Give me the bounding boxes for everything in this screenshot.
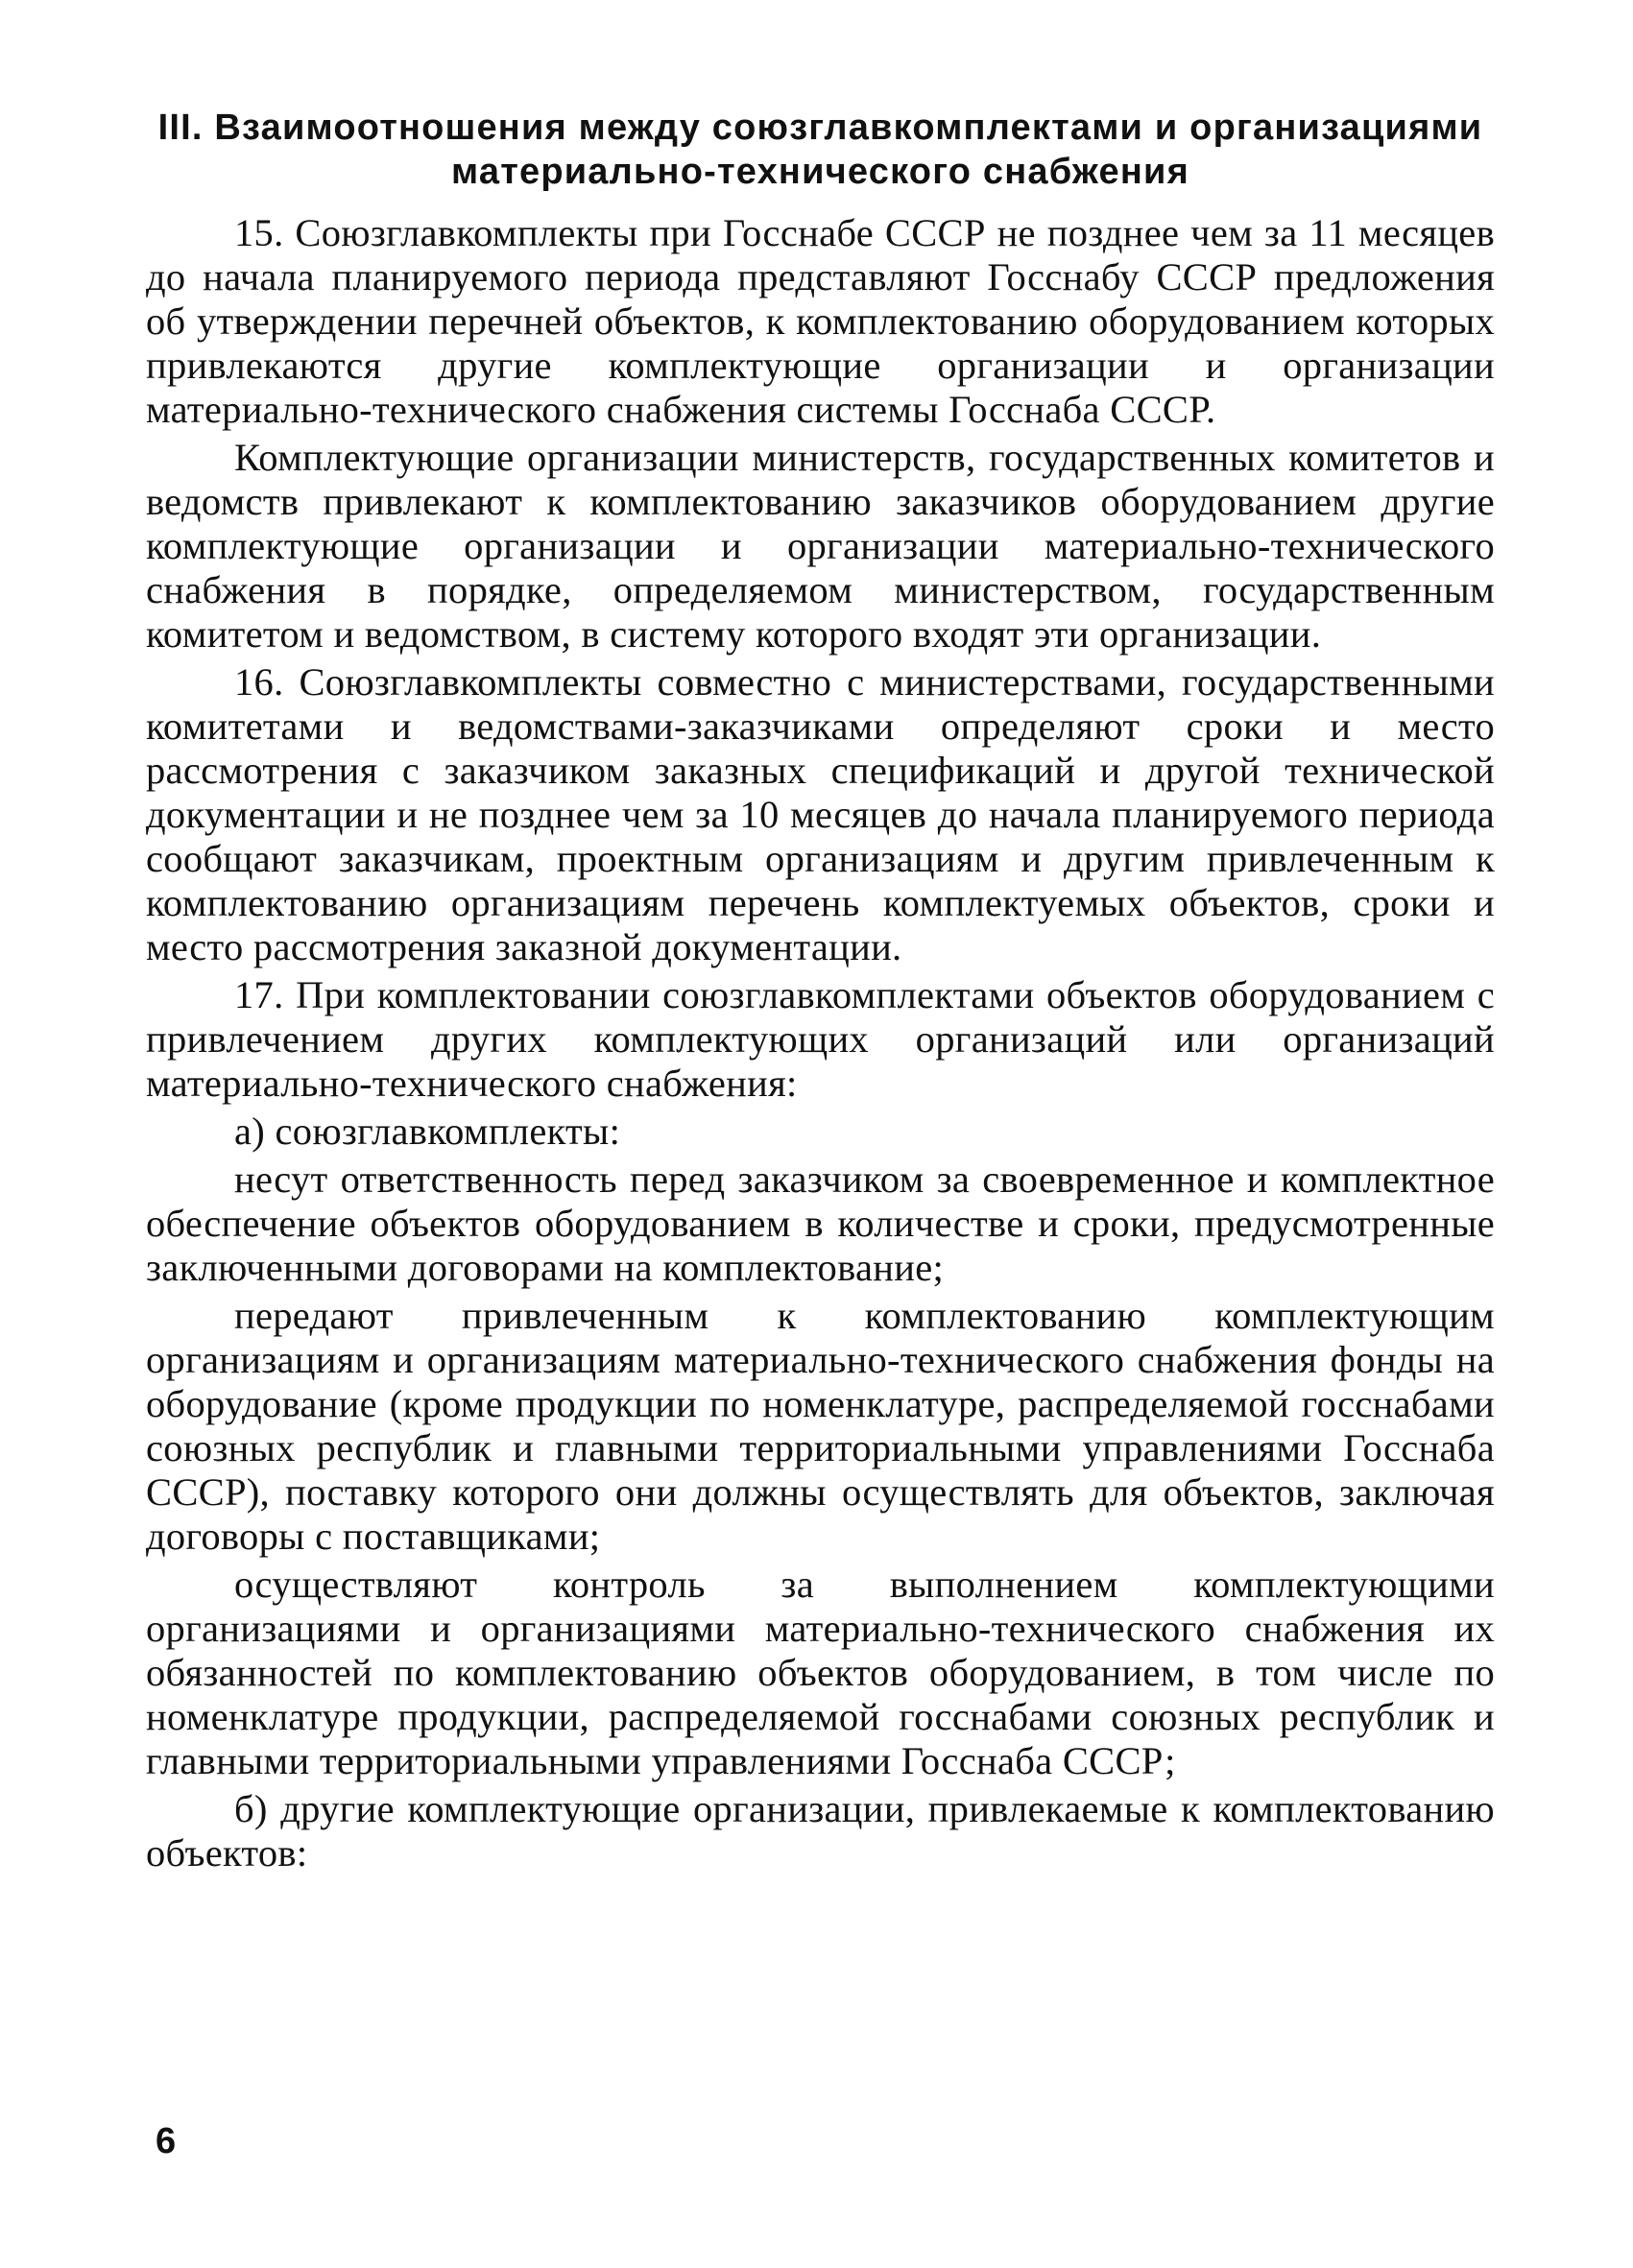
section-heading — [146, 106, 1495, 194]
document-page — [146, 106, 1495, 1879]
page-number: 6 — [156, 2121, 177, 2161]
section-heading-line: III. Взаимоотношения между союзглавкомплектами и организациями материально-технического снабжения — [157, 107, 1483, 192]
paragraph-17b: б) другие комплектующие организации, привлекаемые к комплектованию объектов: — [146, 1787, 1495, 1874]
paragraph-16: 16. Союзглавкомплекты совместно с министерствами, государственными комитетами и ведомствами-заказчиками определяют сроки и место рассмотрения с заказчиком заказных спецификаций и другой технической документации и не позднее чем за 10 месяцев до начала планируемого периода сообщают заказчикам, проектным организациям и другим привлеченным к комплектованию организациям перечень комплектуемых объектов, сроки и место рассмотрения заказной документации. — [146, 660, 1495, 968]
paragraph-17a: а) союзглавкомплекты: — [234, 1110, 621, 1153]
paragraph-15: 15. Союзглавкомплекты при Госснабе СССР не позднее чем за 11 месяцев до начала планируемого периода представляют Госснабу СССР предложения об утверждении перечней объектов, к комплектованию оборудованием которых привлекаются другие комплектующие организации и организации материально-технического снабжения системы Госснаба СССР. — [146, 211, 1495, 431]
paragraph-15-cont: Комплектующие организации министерств, государственных комитетов и ведомств привлекают к комплектованию заказчиков оборудованием другие комплектующие организации и организации материально-технического снабжения в порядке, определяемом министерством, государственным комитетом и ведомством, в систему которого входят эти организации. — [146, 436, 1495, 656]
paragraph-17a-item-1: несут ответственность перед заказчиком за своевременное и комплектное обеспечение объектов оборудованием в количестве и сроки, предусмотренные заключенными договорами на комплектование; — [146, 1158, 1495, 1289]
paragraph-17a-item-2: передают привлеченным к комплектованию комплектующим организациям и организациям материально-технического снабжения фонды на оборудование (кроме продукции по номенклатуре, распределяемой госснабами союзных республик и главными территориальными управлениями Госснаба СССР), поставку которого они должны осуществлять для объектов, заключая договоры с поставщиками; — [146, 1294, 1495, 1558]
paragraph-17: 17. При комплектовании союзглавкомплектами объектов оборудованием с привлечением других комплектующих организаций или организаций материально-технического снабжения: — [146, 973, 1495, 1105]
paragraph-17a-item-3: осуществляют контроль за выполнением комплектующими организациями и организациями материально-технического снабжения их обязанностей по комплектованию объектов оборудованием, в том числе по номенклатуре продукции, распределяемой госснабами союзных республик и главными территориальными управлениями Госснаба СССР; — [146, 1563, 1495, 1782]
